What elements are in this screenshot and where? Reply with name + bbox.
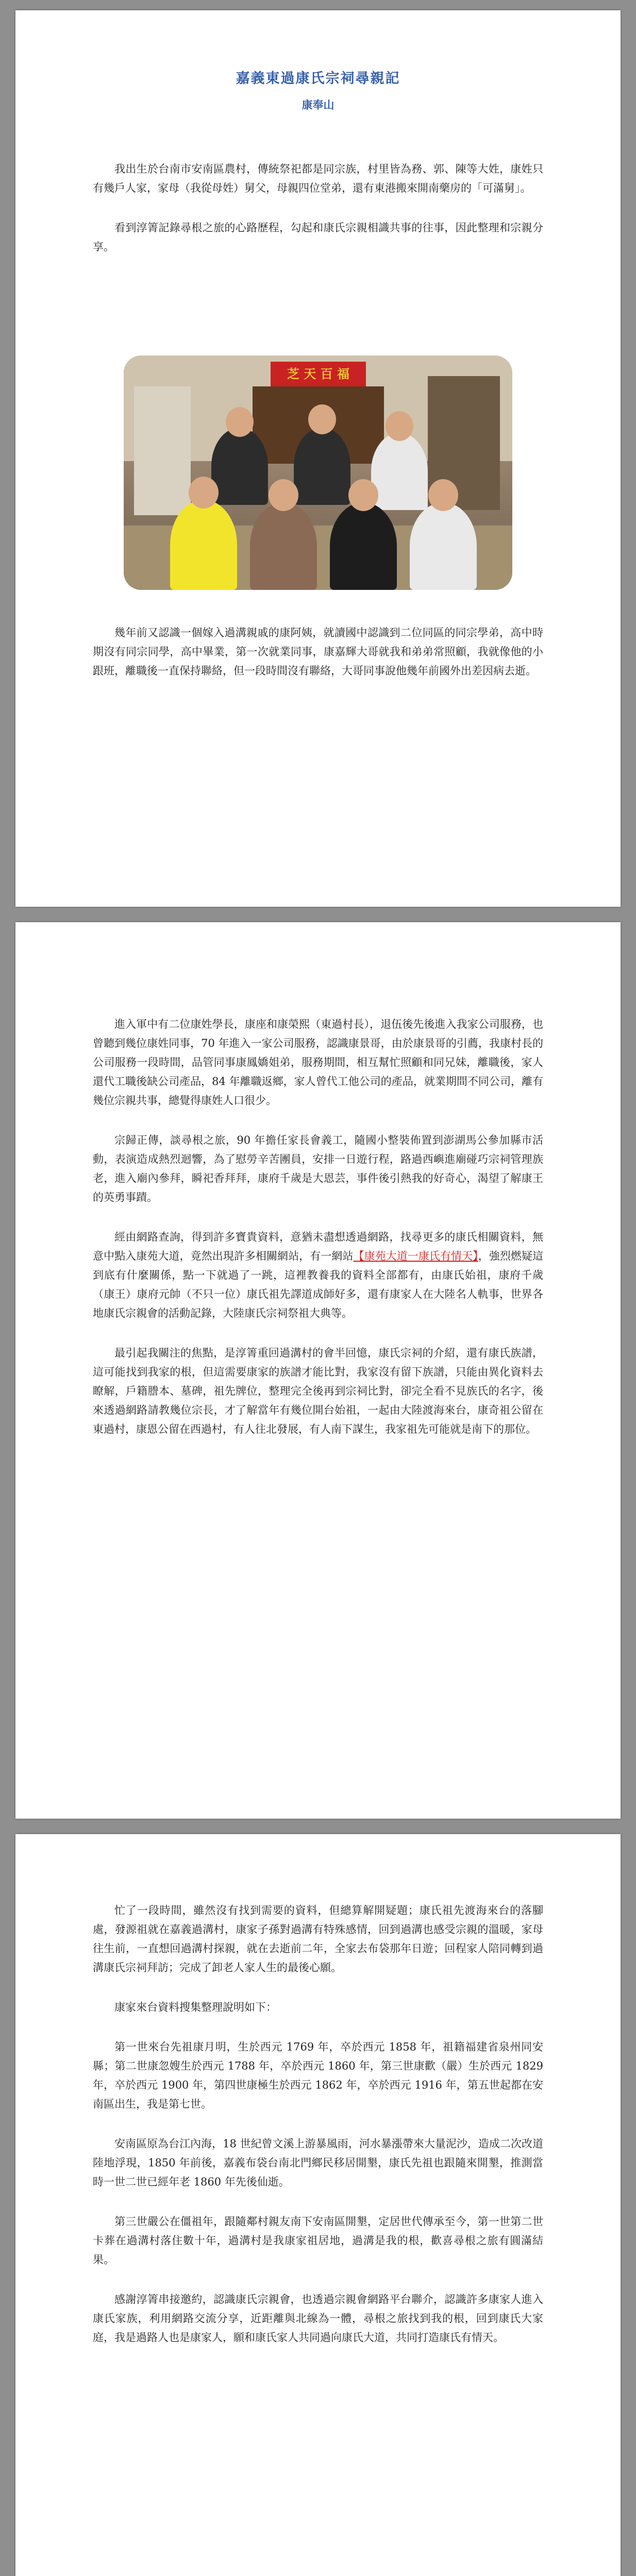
acquaintance-section [93,623,543,701]
author-name: 康奉山 [302,98,334,111]
paragraph-purpose: 看到淳箐記錄尋根之旅的心路歷程，勾起和康氏宗親相識共事的往事，因此整理和宗親分享。 [93,222,543,253]
paragraph-genealogy: 最引起我關注的焦點，是淳箐重回過溝村的會半回憶，康氏宗祠的介紹，還有康氏族譜，這可能找到我家的根，但這需要康家的族譜才能比對，我家沒有留下族譜，只能由異化資料去瞭解，戶籍謄本、墓碑，祖先牌位，整理完全後再到宗祠比對，卻完全看不見族氏的名字，後來透過網路請教幾位宗長，才了解當年有幾位開台始祖，一起由大陸渡海來台，康奇祖公留在東過村，康恩公留在西過村，有人往北發展，有人南下謀生，我家祖先可能就是南下的那位。 [93,1347,543,1435]
person-front-3 [330,502,397,590]
head-front-1 [189,477,219,509]
head-front-4 [428,479,458,511]
photo-door [134,386,191,515]
paragraph-intro: 我出生於台南市安南區農村，傳統祭祀都是同宗族，村里皆為務、郭、陳等大姓，康姓只有幾戶人家，家母（我從母姓）舅父，母親四位堂弟，還有東港搬來開南藥房的「可滿舅」。 [93,163,543,194]
person-front-4 [410,502,477,590]
paragraph-ancestors: 第一世來台先祖康月明，生於西元 1769 年，卒於西元 1858 年，祖籍福建省泉州同安縣；第二世康忽嫂生於西元 1788 年，卒於西元 1860 年，第三世康歡（嚴）生於西元 1829 年，卒於西元 1900 年，第四世康極生於西元 1862 年，卒於西元 1916 年，第五世起都在安南區出生，我是第七世。 [93,2041,543,2110]
document-page-1 [15,10,621,907]
person-front-1 [170,500,237,590]
intro-section [93,160,543,277]
paragraph-penghu-trip: 宗歸正傳，談尋根之旅，90 年擔任家長會義工，隨國小整裝佈置到澎湖馬公參加縣市活動，表演造成熱烈迴響，為了慰勞辛苦團員，安排一日遊行程，路過西嶼進廟碰巧宗祠管理族老，進入廟內參拜，瞬祀香拜拜，康府千歲是大恩芸，事件後引熱我的好奇心，渴望了解康王的英勇事蹟。 [93,1134,543,1204]
document-title: 嘉義東過康氏宗祠尋親記 [236,71,400,87]
head-front-2 [269,479,298,511]
paragraph-coworkers: 進入軍中有二位康姓學長，康座和康榮熙（東過村長），退伍後先後進入我家公司服務，也曾聽到幾位康姓同事，70 年進入一家公司服務，認識康景哥，由於康景哥的引薦，我康村長的公司服務一段時間，品管同事康鳳嬌姐弟，服務期間，相互幫忙照顧和同兄妹，離職後，家人還代工職後缺公司產品，84 年離職返鄉，家人曾代工他公司的產品，就業期間不同公司，離有幾位宗親共事，總覺得康姓人口很少。 [93,1018,543,1107]
photo-red-banner [271,362,366,386]
coworkers-section [93,1015,543,1460]
research-text-before: 經由網路查詢，得到許多寶貴資料，意猶未盡想透過網路，找尋更多的康氏相關資料，無意中點入康苑大道，竟然出現許多相關網站，有一網站 [93,1231,543,1262]
person-back-right [371,433,428,510]
paragraph-annan-history: 安南區原為台江內海，18 世紀曾文溪上游暴風雨，河水暴漲帶來大量泥沙，造成二次改道陸地浮現，1850 年前後，嘉義布袋台南北門鄉民移居開墾，康氏先祖也跟隨來開墾，推測當時一世二世已經年老 1860 年先後仙逝。 [93,2138,543,2188]
kang-website-link[interactable]: 【康苑大道一康氏有情天】 [353,1250,478,1262]
head-back-left [226,407,254,437]
head-back-right [386,411,413,441]
paragraph-settlement: 第三世嚴公在僵祖年，跟隨鄰村親友南下安南區開墾，定居世代傳承至今，第一世第二世卡葬在過溝村落住數十年，過溝村是我康家祖居地，過溝是我的根，歡喜尋根之旅有圓滿結果。 [93,2215,543,2266]
document-page-3 [15,1834,621,2576]
document-page-2 [15,922,621,1819]
paragraph-data-heading: 康家來台資料搜集整理說明如下： [114,2001,277,2013]
paragraph-online-research [93,1228,543,1323]
head-front-3 [348,479,378,511]
paragraph-roots-found: 忙了一段時間，雖然沒有找到需要的資料，但總算解開疑題；康氏祖先渡海來台的落腳處，發源祖就在嘉義過溝村，康家子孫對過溝有特殊感情，回到過溝也感受宗親的溫暖，家母往生前，一直想回過溝村探親，就在去逝前二年，全家去布袋那年日遊；回程家人陪同轉到過溝康氏宗祠拜訪；完成了卸老人家人生的最後心願。 [93,1904,543,1974]
person-back-left [211,428,268,505]
person-back-middle [294,428,350,505]
paragraph-gratitude: 感謝淳箐串接邀約，認識康氏宗親會，也透過宗親會網路平台聯介，認識許多康家人進入康氏家族，利用網路交流分享，近距離與北線為一體，尋根之旅找到我的根，回到康氏大家庭，我是過路人也是康家人，願和康氏家人共同過向康氏大道，共同打造康氏有情天。 [93,2293,543,2344]
person-front-2 [250,502,317,590]
research-text-after: ，強烈燃疑這到底有什麼關係，點一下就過了一跳，這裡教養我的資料全部都有，由康氏始祖，康府千歲（康王）康府元帥（不只一位）康氏祖先譯道成師好多，還有康家人在大陸名人軌事，世界各地康氏宗親會的活動記錄，大陸康氏宗祠祭祖大典等。 [93,1250,544,1319]
family-photo [124,355,512,590]
roots-section [93,1901,543,2368]
photo-banner-text: 芝 天 百 福 [287,366,350,381]
paragraph-acquaintances: 幾年前又認識一個嫁入過溝親戚的康阿姨，就讀國中認識到二位同區的同宗學弟，高中時期沒有同宗同學，高中畢業，第一次就業同事，康嘉輝大哥就我和弟弟常照顧，我就像他的小跟班，離職後一直保持聯絡，但一段時間沒有聯絡，大哥同事說他幾年前國外出差因病去逝。 [93,626,543,677]
head-back-middle [308,404,336,434]
